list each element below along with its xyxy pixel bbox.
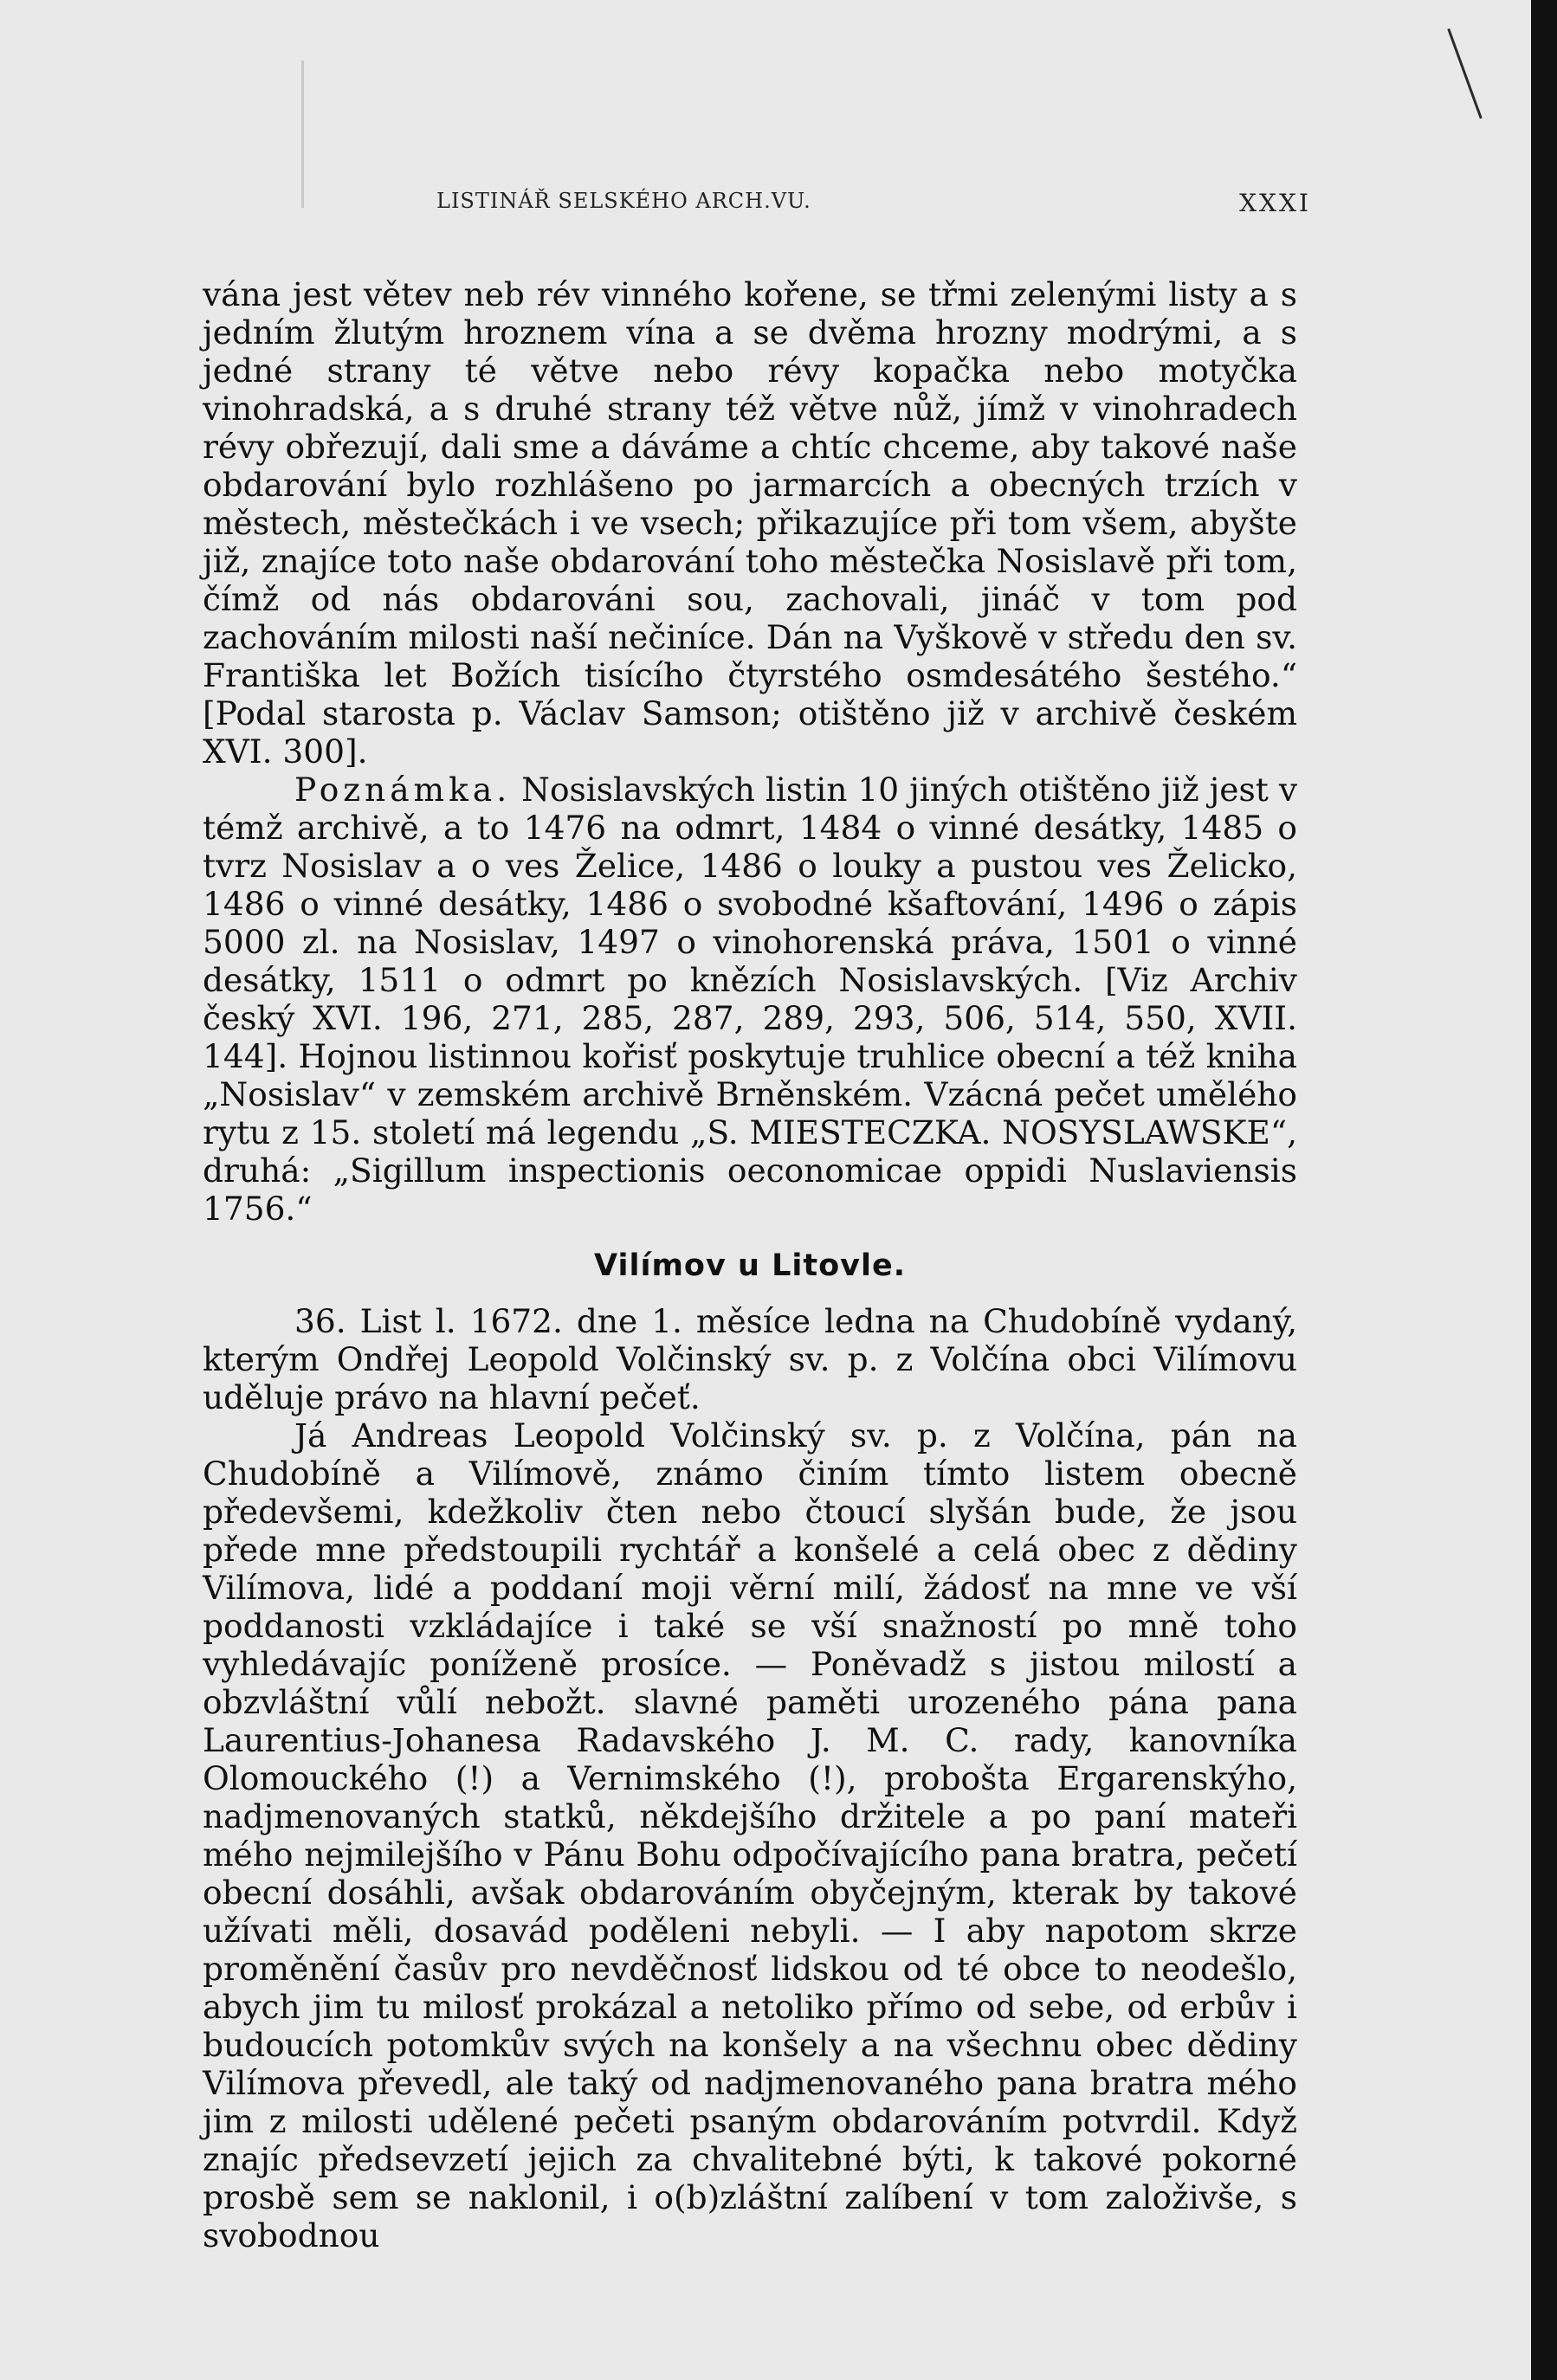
- paragraph-continuation: vána jest větev neb rév vinného kořene, se třmi zelenými listy a s jedním žlutým hroznem vína a se dvěma hrozny modrými, a s jedné strany té větve nebo révy kopačka nebo motyčka vinohradská, a s druhé strany též větve nůž, jímž v vinohradech révy obřezují, dali sme a dáváme a chtíc chceme, aby takové naše obdarování bylo rozhlášeno po jarmarcích a obecných trzích v městech, městečkách i ve vsech; přikazujíce při tom všem, abyšte již, znajíce toto naše obdarování toho městečka Nosislavě při tom, čímž od nás obdarováni sou, zachovali, jináč v tom pod zachováním milosti naší nečiníce. Dán na Vyškově v středu den sv. Františka let Božích tisícího čtyrstého osmdesátého šestého.“ [Podal starosta p. Václav Samson; otištěno již v archivě českém XVI. 300].: [203, 275, 1297, 771]
- paragraph-document-text: Já Andreas Leopold Volčinský sv. p. z Volčína, pán na Chudobíně a Vilímově, známo činím tímto listem obecně předevšemi, kdežkoliv čten nebo čtoucí slyšán bude, že jsou přede mne předstoupili rychtář a konšelé a celá obec z dědiny Vilímova, lidé a poddaní moji věrní milí, žádosť na mne ve vší poddanosti vzkládajíce i také se vší snažností po mně toho vyhledávajíc poníženě prosíce. — Poněvadž s jistou milostí a obzvláštní vůlí nebožt. slavné paměti urozeného pána pana Laurentius-Johanesa Radavského J. M. C. rady, kanovníka Olomouckého (!) a Vernimského (!), probošta Ergarenskýho, nadjmenovaných statků, někdejšího držitele a po paní mateři mého nejmilejšího v Pánu Bohu odpočívajícího pana bratra, pečetí obecní dosáhli, avšak obdarováním obyčejným, kterak by takové užívati měli, dosavád poděleni nebyli. — I aby napotom skrze proměnění časův pro nevděčnosť lidskou od té obce to neodešlo, abych jim tu milosť prokázal a netoliko přímo od sebe, od erbův i budoucích potomkův svých na konšely a na všechnu obec dědiny Vilímova převedl, ale taký od nadjmenovaného pana bratra mého jim z milosti udělené pečeti psaným obdarováním potvrdil. Když znajíc předsevzetí jejich za chvalitebné býti, k takové pokorné prosbě sem se naklonil, i o(b)zláštní zalíbení v tom založivše, s svobodnou: [203, 1416, 1297, 2254]
- section-title: Vilímov u Litovle.: [593, 1248, 906, 1283]
- page-header: [203, 189, 1311, 223]
- running-head: LISTINÁŘ SELSKÉHO ARCH.VU.: [436, 189, 811, 213]
- scan-corner-crease: [1447, 29, 1482, 119]
- note-label: Poznámka.: [294, 771, 512, 809]
- page-body: [203, 275, 1297, 2254]
- paragraph-document-heading: 36. List l. 1672. dne 1. měsíce ledna na Chudobíně vydaný, kterým Ondřej Leopold Volčinský sv. p. z Volčína obci Vilímovu uděluje právo na hlavní pečeť.: [203, 1302, 1297, 1416]
- note-text: Nosislavských listin 10 jiných otištěno již jest v témž archivě, a to 1476 na odmrt, 1484 o vinné desátky, 1485 o tvrz Nosislav a o ves Želice, 1486 o louky a pustou ves Želicko, 1486 o vinné desátky, 1486 o svobodné kšaftování, 1496 o zápis 5000 zl. na Nosislav, 1497 o vinohorenská práva, 1501 o vinné desátky, 1511 o odmrt po knězích Nosislavských. [Viz Archiv český XVI. 196, 271, 285, 287, 289, 293, 506, 514, 550, XVII. 144]. Hojnou listinnou kořisť poskytuje truhlice obecní a též kniha „Nosislav“ v zemském archivě Brněnském. Vzácná pečet umělého rytu z 15. století má legendu „S. MIESTECZKA. NOSYSLAWSKE“, druhá: „Sigillum inspectionis oeconomicae oppidi Nuslaviensis 1756.“: [203, 771, 1297, 1228]
- paragraph-note: [203, 771, 1297, 1228]
- scan-margin-line: [301, 61, 304, 208]
- page-number: XXXI: [1239, 189, 1311, 217]
